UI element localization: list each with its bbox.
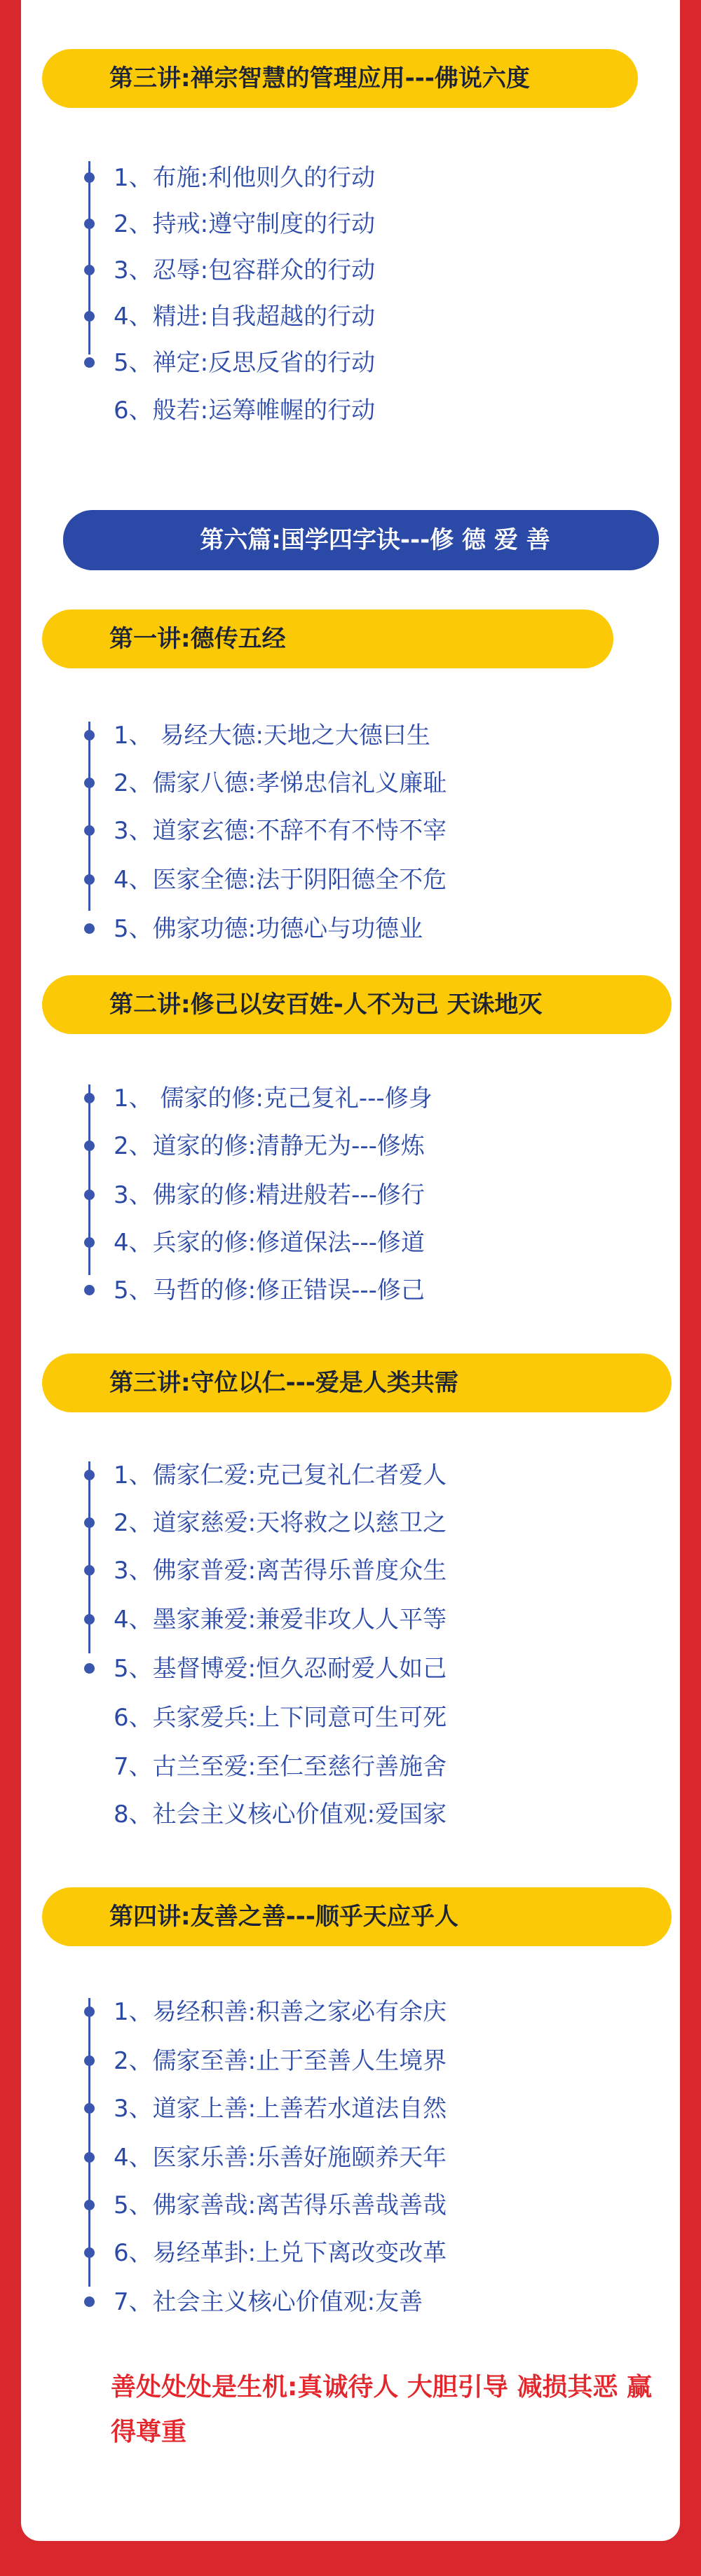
- lecture-title: 第一讲:德传五经: [42, 609, 613, 668]
- bullet-dot: [84, 2200, 95, 2210]
- bullet-dot: [84, 2055, 95, 2066]
- list-item: 3、佛家的修:精进般若---修行: [114, 1181, 425, 1209]
- list-item: 6、般若:运筹帷幄的行动: [114, 397, 376, 425]
- bullet-dot: [84, 311, 95, 322]
- list-item: 6、兵家爱兵:上下同意可生可死: [114, 1704, 447, 1732]
- bullet-dot: [84, 1614, 95, 1625]
- list-item: 3、道家上善:上善若水道法自然: [114, 2095, 447, 2123]
- lecture-title: 第二讲:修己以安百姓-人不为己 天诛地灭: [42, 975, 672, 1034]
- bullet-dot: [84, 2152, 95, 2163]
- bullet-dot: [84, 2006, 95, 2017]
- list-item: 5、马哲的修:修正错误---修己: [114, 1276, 425, 1304]
- bullet-dot: [84, 923, 95, 934]
- list-item: 2、儒家八德:孝悌忠信礼义廉耻: [114, 769, 447, 797]
- bullet-dot: [84, 730, 95, 741]
- list-item: 2、儒家至善:止于至善人生境界: [114, 2047, 447, 2075]
- bullet-dot: [84, 1517, 95, 1528]
- list-item: 5、禅定:反思反省的行动: [114, 349, 376, 377]
- list-item: 4、医家乐善:乐善好施颐养天年: [114, 2144, 447, 2172]
- list-item: 4、医家全德:法于阴阳德全不危: [114, 866, 447, 894]
- list-item: 1、易经积善:积善之家必有余庆: [114, 1998, 447, 2026]
- bullet-dot: [84, 1470, 95, 1480]
- list-item: 2、道家的修:清静无为---修炼: [114, 1132, 425, 1160]
- bullet-dot: [84, 2247, 95, 2258]
- list-item: 4、兵家的修:修道保法---修道: [114, 1229, 425, 1257]
- list-item: 4、墨家兼爱:兼爱非攻人人平等: [114, 1606, 447, 1634]
- bullet-dot: [84, 1141, 95, 1151]
- bullet-dot: [84, 778, 95, 788]
- list-item: 1、 儒家的修:克己复礼---修身: [114, 1084, 433, 1113]
- lecture-title: 第三讲:禅宗智慧的管理应用---佛说六度: [42, 49, 638, 108]
- bullet-dot: [84, 1237, 95, 1248]
- list-item: 1、儒家仁爱:克己复礼仁者爱人: [114, 1461, 447, 1489]
- list-item: 3、道家玄德:不辞不有不恃不宰: [114, 817, 447, 845]
- bullet-dot: [84, 219, 95, 229]
- list-item: 1、布施:利他则久的行动: [114, 164, 376, 192]
- list-item: 2、持戒:遵守制度的行动: [114, 210, 376, 238]
- bullet-dot: [84, 1190, 95, 1200]
- bullet-dot: [84, 825, 95, 836]
- content-card: [21, 0, 680, 2541]
- list-item: 7、古兰至爱:至仁至慈行善施舍: [114, 1753, 447, 1781]
- list-item: 3、佛家普爱:离苦得乐普度众生: [114, 1557, 447, 1585]
- closing-statement: 善处处处是生机:真诚待人 大胆引导 减损其恶 赢得尊重: [111, 2373, 652, 2446]
- list-item: 8、社会主义核心价值观:爱国家: [114, 1800, 447, 1828]
- bullet-dot: [84, 172, 95, 183]
- list-item: 7、社会主义核心价值观:友善: [114, 2288, 423, 2316]
- bullet-dot: [84, 1285, 95, 1295]
- bullet-dot: [84, 874, 95, 885]
- list-item: 1、 易经大德:天地之大德曰生: [114, 722, 430, 750]
- lecture-title: 第三讲:守位以仁---爱是人类共需: [42, 1354, 672, 1412]
- list-item: 5、基督博爱:恒久忍耐爱人如己: [114, 1655, 447, 1683]
- bullet-dot: [84, 357, 95, 368]
- bullet-dot: [84, 2296, 95, 2307]
- lecture-title: 第四讲:友善之善---顺乎天应乎人: [42, 1887, 672, 1946]
- timeline-line: [88, 1998, 90, 2287]
- bullet-dot: [84, 1093, 95, 1103]
- bullet-dot: [84, 1565, 95, 1576]
- timeline-line: [88, 161, 90, 354]
- bullet-dot: [84, 1663, 95, 1674]
- part-title-banner: 第六篇:国学四字诀---修 德 爱 善: [63, 510, 659, 570]
- list-item: 4、精进:自我超越的行动: [114, 303, 376, 331]
- list-item: 5、佛家善哉:离苦得乐善哉善哉: [114, 2191, 447, 2219]
- list-item: 2、道家慈爱:天将救之以慈卫之: [114, 1509, 447, 1537]
- list-item: 5、佛家功德:功德心与功德业: [114, 915, 423, 943]
- list-item: 3、忍辱:包容群众的行动: [114, 256, 376, 284]
- bullet-dot: [84, 2103, 95, 2114]
- bullet-dot: [84, 265, 95, 275]
- list-item: 6、易经革卦:上兑下离改变改革: [114, 2239, 447, 2267]
